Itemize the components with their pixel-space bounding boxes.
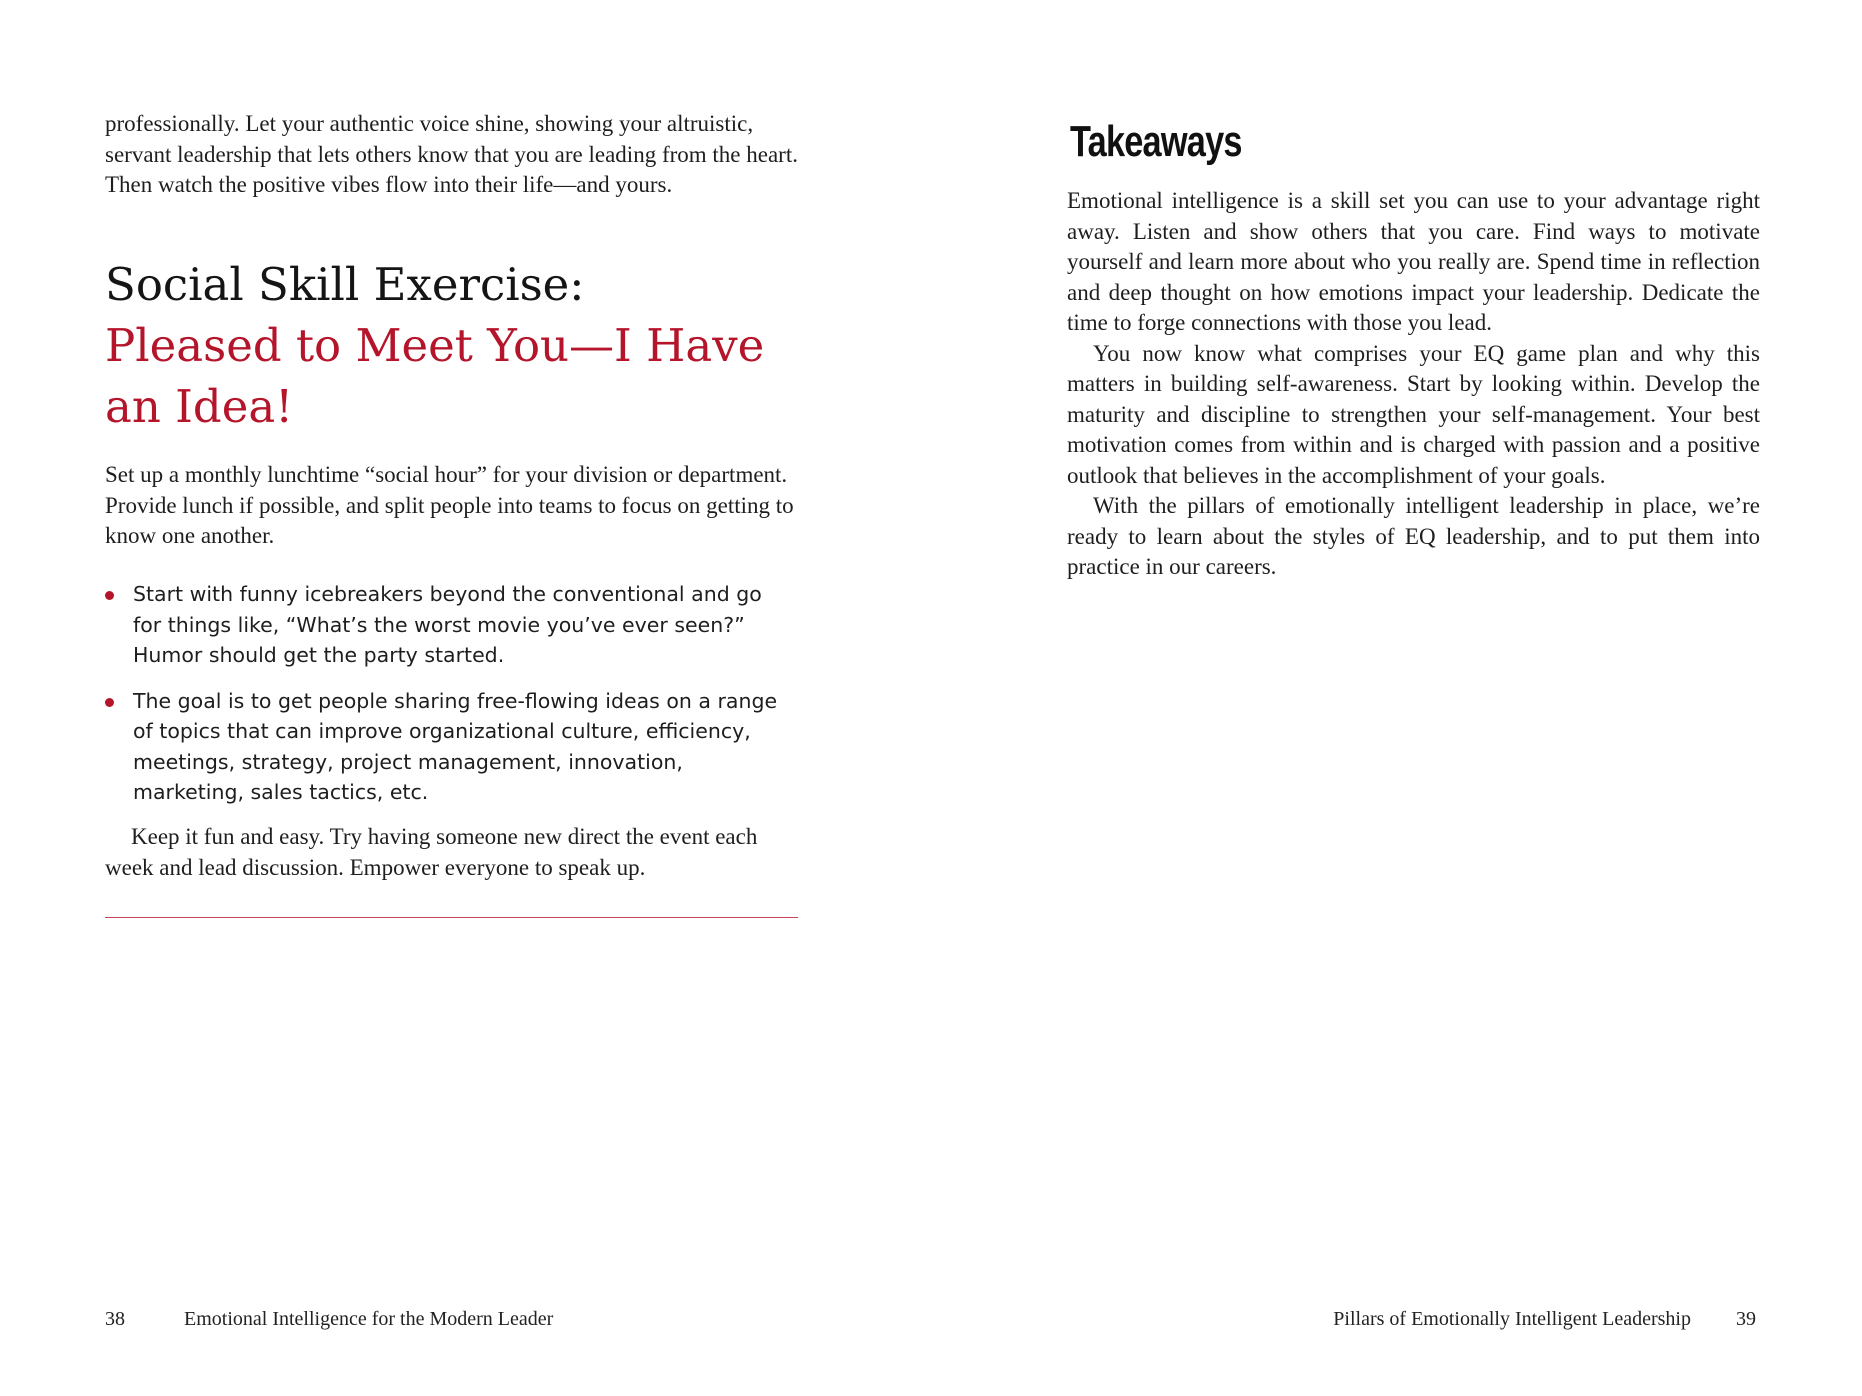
right-page [931, 0, 1862, 1396]
takeaways-body [1067, 186, 1760, 583]
page-number-right: 39 [1736, 1308, 1756, 1330]
bullet-item [105, 579, 785, 671]
bullet-text: The goal is to get people sharing free-flowing ideas on a range of topics that can improve organizational culture, efficiency, meetings, strategy, project management, innovation, marketing, sales tactics, etc. [133, 688, 778, 804]
takeaways-paragraph: With the pillars of emotionally intelligent leadership in place, we’re ready to learn about the styles of EQ leadership, and to put them into practice in our careers. [1067, 493, 1760, 579]
bullet-item [105, 686, 785, 808]
takeaways-heading: Takeaways [1070, 117, 1242, 166]
exercise-subtitle: Pleased to Meet You—I Have an Idea! [105, 319, 765, 433]
takeaways-paragraph: Emotional intelligence is a skill set you can use to your advantage right away. Listen and show others that you care. Find ways to motivate yourself and learn more about who you really are. Spend time in reflection and deep thought on how emotions impact your leadership. Dedicate the time to forge connections with those you lead. [1067, 188, 1760, 335]
section-divider [105, 917, 798, 918]
exercise-bullet-list [105, 579, 785, 823]
running-title-right: Pillars of Emotionally Intelligent Leadership [1333, 1308, 1691, 1330]
running-title-left: Emotional Intelligence for the Modern Leader [184, 1308, 554, 1330]
exercise-paragraph: Set up a monthly lunchtime “social hour” for your division or department. Provide lunch if possible, and split people into teams to focus on getting to know one another. [105, 462, 794, 548]
bullet-text: Start with funny icebreakers beyond the conventional and go for things like, “What’s the worst movie you’ve ever seen?” Humor should get the party started. [133, 582, 762, 667]
closing-paragraph: Keep it fun and easy. Try having someone new direct the event each week and lead discussion. Empower everyone to speak up. [105, 824, 758, 880]
bullet-dot-icon [105, 591, 114, 600]
exercise-heading [105, 254, 825, 437]
page-number-left: 38 [105, 1308, 125, 1330]
exercise-title: Social Skill Exercise: [105, 258, 585, 311]
intro-paragraph: professionally. Let your authentic voice shine, showing your altruistic, servant leadership that lets others know that you are leading from the heart. Then watch the positive vibes flow into their life—and yours. [105, 111, 798, 197]
bullet-dot-icon [105, 698, 114, 707]
takeaways-paragraph: You now know what comprises your EQ game plan and why this matters in building self-awareness. Start by looking within. Develop the maturity and discipline to strengthen your self-management. Your best motivation comes from within and is charged with passion and a positive outlook that believes in the accomplishment of your goals. [1067, 340, 1760, 488]
